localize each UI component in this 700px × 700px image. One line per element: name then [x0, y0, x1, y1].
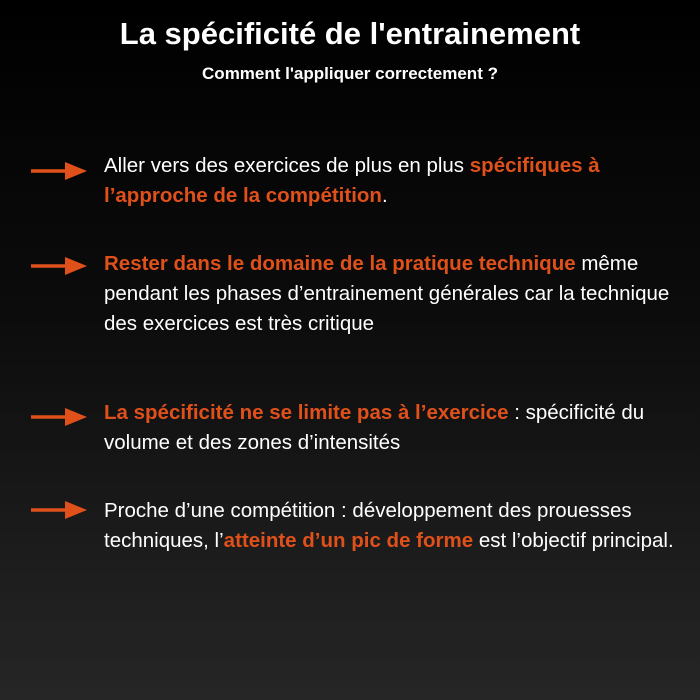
- bullet-text-plain: .: [381, 184, 388, 207]
- bullet-text: [104, 151, 684, 211]
- bullet-highlight: La spécificité ne se limite pas à l’exercice: [104, 401, 509, 424]
- bullet-text: [104, 249, 684, 339]
- bullet-text: [104, 398, 684, 458]
- bullet-highlight: spécifiques à l’approche de la compétition: [104, 154, 600, 207]
- slide-title: La spécificité de l'entrainement: [119, 16, 581, 51]
- bullet-text-plain: Aller vers des exercices de plus en plus: [104, 154, 470, 177]
- bullet-text-plain: même pendant les phases d’entrainement générales car la technique des exercices est très critique: [104, 252, 670, 335]
- arrow-right-icon: [31, 159, 87, 183]
- arrow-right-icon: [31, 254, 87, 278]
- bullet-text-plain: Proche d’une compétition : développement des prouesses techniques, l’: [104, 499, 632, 552]
- bullet-text: [104, 496, 684, 556]
- arrow-right-icon: [31, 405, 87, 429]
- bullet-text-plain: : spécificité du volume et des zones d’intensités: [104, 401, 645, 454]
- slide-subtitle: Comment l'appliquer correctement ?: [202, 64, 498, 83]
- bullet-highlight: Rester dans le domaine de la pratique technique: [104, 252, 576, 275]
- bullet-text-plain: est l’objectif principal.: [473, 529, 674, 552]
- arrow-right-icon: [31, 498, 87, 522]
- bullet-highlight: atteinte d’un pic de forme: [223, 529, 474, 552]
